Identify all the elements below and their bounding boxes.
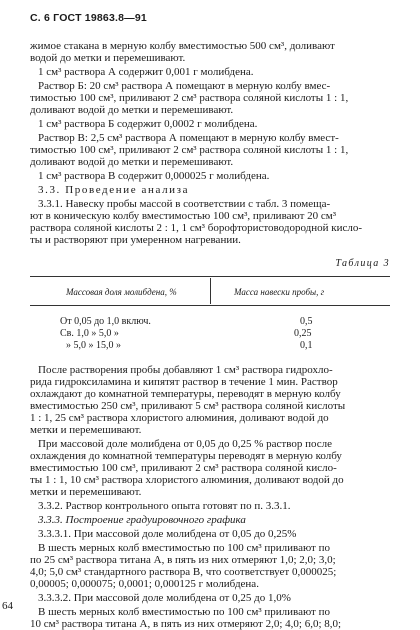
text-line: 4,0; 5,0 см³ стандартного раствора В, что соответствует 0,000025; — [30, 566, 337, 578]
text-line: 3.3.3.1. При массовой доле молибдена от 0,05 до 0,25% — [38, 528, 297, 540]
text-line: 0,00005; 0,000075; 0,0001; 0,000125 г молибдена. — [30, 578, 259, 590]
text-line: ты 1 : 1, 10 см³ раствора хлористого алюминия, доливают водой до — [30, 474, 344, 486]
text-line: охлаждения до комнатной температуры переводят в мерную колбу — [30, 450, 342, 462]
text-line: тимостью 100 см³, приливают 2 см³ раствора соляной кислоты 1 : 1, — [30, 144, 349, 156]
text-line: метки и перемешивают. — [30, 424, 142, 436]
text-line: 3.3.2. Раствор контрольного опыта готовят по п. 3.3.1. — [38, 500, 291, 512]
text-line: тимостью 100 см³, приливают 2 см³ раствора соляной кислоты 1 : 1, — [30, 92, 349, 104]
table-caption: Таблица 3 — [335, 258, 390, 269]
text-line: 1 см³ раствора А содержит 0,001 г молибдена. — [38, 66, 254, 78]
text-line: При массовой доле молибдена от 0,05 до 0,25 % раствор после — [38, 438, 332, 450]
text-line: жимое стакана в мерную колбу вместимостью 500 см³, доливают — [30, 40, 335, 52]
text-line: ты и растворяют при умеренном нагревании. — [30, 234, 241, 246]
text-line: 3.3.3.2. При массовой доле молибдена от 0,25 до 1,0% — [38, 592, 291, 604]
table-header-col2: Масса навески пробы, г — [234, 287, 325, 297]
text-line: доливают водой до метки и перемешивают. — [30, 156, 234, 168]
page-header: С. 6 ГОСТ 19863.8—91 — [30, 12, 147, 24]
table-top-rule — [30, 276, 390, 277]
text-line: В шесть мерных колб вместимостью по 100 см³ приливают по — [38, 606, 330, 618]
table-cell-range: » 5,0 » 15,0 » — [66, 340, 121, 351]
text-line: ют в коническую колбу вместимостью 100 см³, приливают 20 см³ — [30, 210, 337, 222]
table-cell-mass: 0,1 — [300, 340, 313, 351]
text-line: раствора соляной кислоты 2 : 1, 1 см³ борофтористоводородной кисло- — [30, 222, 363, 234]
text-line: 3.3.1. Навеску пробы массой в соответствии с табл. 3 помеща- — [38, 198, 331, 210]
table-header-col1: Массовая доля молибдена, % — [66, 287, 177, 297]
text-line: охлаждают до комнатной температуры, переводят в мерную колбу — [30, 388, 341, 400]
text-line: Раствор В: 2,5 см³ раствора А помещают в мерную колбу вмест- — [38, 132, 339, 144]
text-line: 1 см³ раствора Б содержит 0,0002 г молибдена. — [38, 118, 258, 130]
subsection-heading: 3.3.3. Построение градуировочного графика — [38, 514, 246, 526]
page-number: 64 — [2, 600, 13, 612]
text-line: метки и перемешивают. — [30, 486, 142, 498]
text-line: вместимостью 250 см³, приливают 5 см³ раствора соляной кислоты — [30, 400, 346, 412]
text-line: 10 см³ раствора титана А, в пять из них отмеряют 2,0; 4,0; 6,0; 8,0; — [30, 618, 342, 630]
text-line: рида гидроксиламина и кипятят раствор в течение 1 мин. Раствор — [30, 376, 338, 388]
text-line: водой до метки и перемешивают. — [30, 52, 186, 64]
table-column-divider — [210, 278, 211, 304]
text-line: Раствор Б: 20 см³ раствора А помещают в мерную колбу вмес- — [38, 80, 331, 92]
table-header-rule — [30, 305, 390, 306]
text-line: по 25 см³ раствора титана А, в пять из них отмеряют 1,0; 2,0; 3,0; — [30, 554, 336, 566]
table-cell-mass: 0,5 — [300, 316, 313, 327]
text-line: В шесть мерных колб вместимостью по 100 см³ приливают по — [38, 542, 330, 554]
section-heading: 3.3. Проведение анализа — [38, 184, 190, 196]
text-line: вместимостью 100 см³, приливают 2 см³ раствора соляной кисло- — [30, 462, 337, 474]
text-line: После растворения пробы добавляют 1 см³ раствора гидрохло- — [38, 364, 333, 376]
table-cell-range: Св. 1,0 » 5,0 » — [60, 328, 119, 339]
table-cell-range: От 0,05 до 1,0 включ. — [60, 316, 151, 327]
text-line: 1 : 1, 25 см³ раствора хлористого алюминия, доливают водой до — [30, 412, 329, 424]
text-line: доливают водой до метки и перемешивают. — [30, 104, 234, 116]
text-line: 1 см³ раствора В содержит 0,000025 г молибдена. — [38, 170, 270, 182]
table-cell-mass: 0,25 — [294, 328, 312, 339]
